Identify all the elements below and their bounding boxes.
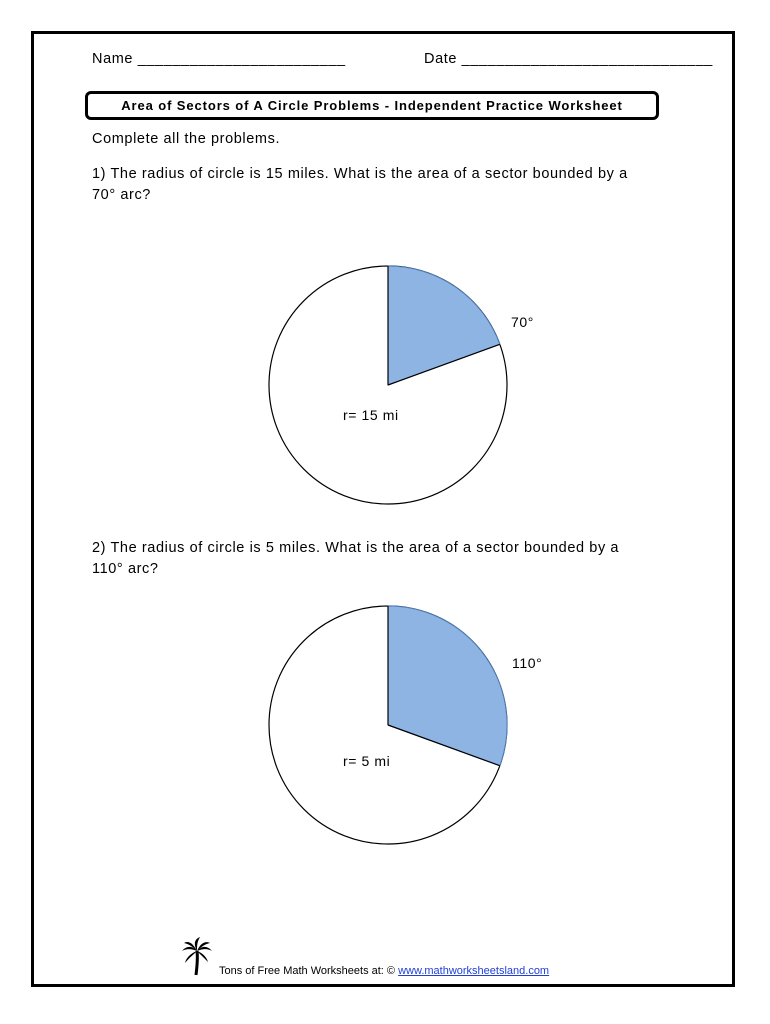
problem-1-question-line-2: 70° arc? bbox=[92, 187, 151, 203]
worksheet-page bbox=[31, 31, 735, 987]
problem-2-radius-label: r= 5 mi bbox=[343, 753, 391, 769]
footer-text: Tons of Free Math Worksheets at: © bbox=[219, 965, 399, 977]
worksheet-title: Area of Sectors of A Circle Problems - Independent Practice Worksheet bbox=[121, 98, 623, 113]
date-field: Date _____________________________ bbox=[424, 51, 713, 67]
problem-1-radius-label: r= 15 mi bbox=[343, 407, 399, 423]
palm-tree-icon bbox=[181, 937, 213, 982]
problem-2-angle-label: 110° bbox=[512, 655, 543, 671]
problem-2-question-line-2: 110° arc? bbox=[92, 561, 159, 577]
footer bbox=[181, 938, 549, 982]
title-box bbox=[85, 91, 659, 120]
problem-2-question-line-1: 2) The radius of circle is 5 miles. What is the area of a sector bounded by a bbox=[92, 540, 620, 556]
footer-link[interactable]: www.mathworksheetsland.com bbox=[398, 965, 550, 977]
problem-1-question-line-1: 1) The radius of circle is 15 miles. What is the area of a sector bounded by a bbox=[92, 166, 628, 182]
name-field: Name ________________________ bbox=[92, 51, 346, 67]
problem-1-angle-label: 70° bbox=[511, 314, 534, 330]
problem-2-diagram bbox=[34, 574, 734, 864]
instructions: Complete all the problems. bbox=[92, 131, 281, 147]
problem-1-diagram bbox=[34, 234, 734, 514]
footer-caption bbox=[219, 965, 549, 982]
